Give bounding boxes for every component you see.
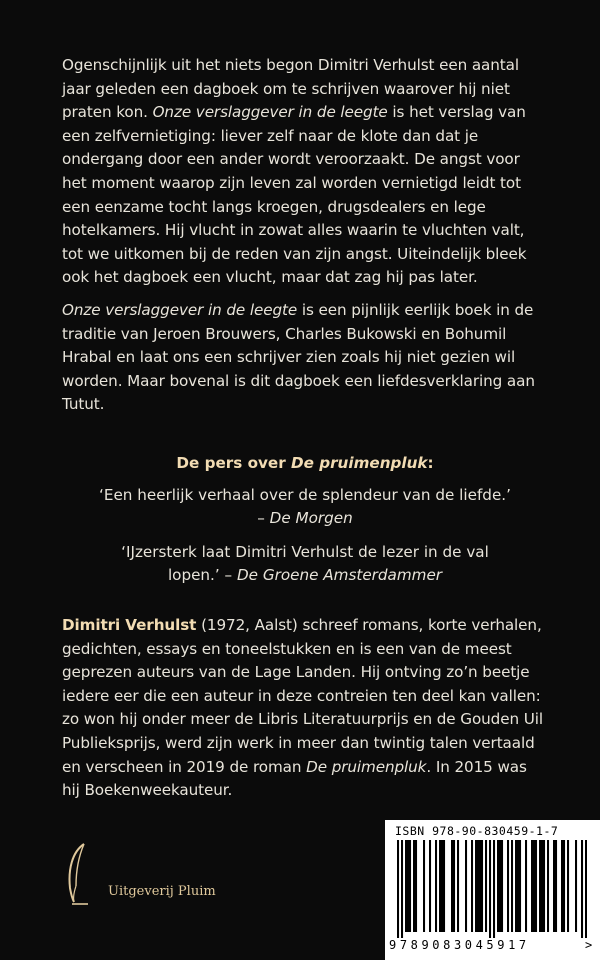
- barcode-bar: [541, 840, 543, 932]
- barcode-bar: [441, 840, 443, 932]
- barcode-bar: [581, 840, 583, 938]
- press-heading: [62, 452, 548, 476]
- barcode-bar: [501, 840, 503, 932]
- blurb-text: is een pijnlijk eerlijk boek in de traditie van Jeroen Brouwers, Charles Bukowski en Bohumil Hrabal en laat ons een schrijver zien zoals hij niet gezien wil worden. Maar bovenal is dit dagboek een liefdesverklaring aan Tutut.: [62, 300, 535, 414]
- bio-text: (1972, Aalst) schreef romans, korte verhalen, gedichten, essays en toneelstukken en is een van de meest geprezen auteurs van de Lage Landen. Hij ontving zo’n beetje iedere eer die een auteur in deze contreien ten deel kan vallen: zo won hij onder meer de Libris Literatuurprijs en de Gouden Uil Publieksprijs, werd zijn werk in meer dan twintig talen vertaald en verscheen in 2019 de roman: [62, 616, 543, 776]
- isbn-barcode: [385, 820, 600, 960]
- barcode-bar: [457, 840, 459, 932]
- barcode-bar: [479, 840, 481, 932]
- barcode-bar: [575, 840, 577, 932]
- barcode-bar: [439, 840, 441, 932]
- blurb-paragraph-1: [62, 54, 548, 290]
- barcode-bar: [525, 840, 527, 932]
- barcode-bar: [429, 840, 431, 932]
- barcode-bar: [397, 840, 399, 938]
- barcode-bar: [497, 840, 499, 932]
- barcode-bar: [453, 840, 455, 932]
- press-quote: [105, 541, 505, 588]
- isbn-label: ISBN 978-90-830459-1-7: [395, 824, 559, 838]
- quote-dash: –: [219, 566, 237, 585]
- quote-text: ‘IJzersterk laat Dimitri Verhulst de lezer in de val lopen.’: [121, 542, 489, 585]
- barcode-bar: [515, 840, 517, 932]
- barcode-bar: [539, 840, 541, 932]
- barcode-bar: [543, 840, 545, 932]
- barcode-bar: [547, 840, 549, 932]
- barcode-bar: [533, 840, 535, 932]
- barcode-bar: [405, 840, 407, 932]
- blurb-paragraph-2: [62, 299, 548, 417]
- barcode-bar: [585, 840, 587, 938]
- barcode-bar: [471, 840, 473, 932]
- barcode-bar: [423, 840, 425, 932]
- press-heading-prefix: De pers over: [176, 454, 291, 472]
- blurb-text: is het verslag van een zelfvernietiging: liever zelf naar de klote dan dat je ondergang door een ander wordt veroorzaakt. De angst voor het moment waarop zijn leven zal worden vernietigd leidt tot een eenzame tocht langs kroegen, drugsdealers en lege hotelkamers. Hij vlucht in zowat alles waarin te vluchten valt, tot we uitkomen bij de reden van zijn angst. Uiteindelijk bleek ook het dagboek een vlucht, maar dat zag hij pas later.: [62, 103, 527, 287]
- barcode-bar: [413, 840, 415, 932]
- barcode-bar: [489, 840, 491, 938]
- publisher-name: Uitgeverij Pluim: [108, 884, 216, 899]
- quote-source: De Groene Amsterdammer: [236, 566, 443, 585]
- barcode-bar: [481, 840, 483, 932]
- barcode-bar: [465, 840, 467, 932]
- barcode-bar: [507, 840, 509, 932]
- barcode-bar: [475, 840, 477, 932]
- barcode-bar: [567, 840, 569, 932]
- barcode-bar: [435, 840, 437, 932]
- barcode-bar: [451, 840, 453, 932]
- barcode-bar: [563, 840, 565, 932]
- barcode-bar: [409, 840, 411, 932]
- barcode-bar: [553, 840, 555, 932]
- barcode-bar: [485, 840, 487, 932]
- press-heading-title: De pruimenpluk: [291, 454, 428, 472]
- barcode-bar: [493, 840, 495, 938]
- back-cover-blurb: [62, 54, 548, 426]
- barcode-bar: [555, 840, 557, 932]
- barcode-bar: [415, 840, 417, 932]
- barcode-bar: [561, 840, 563, 932]
- barcode-bars: [397, 840, 587, 938]
- press-quote: [62, 484, 548, 531]
- book-title-italic: Onze verslaggever in de leegte: [62, 300, 298, 319]
- quote-text: ‘Een heerlijk verhaal over de splendeur van de liefde.’: [99, 485, 511, 504]
- press-quotes: [62, 452, 548, 598]
- quote-dash: –: [257, 509, 270, 528]
- barcode-bar: [407, 840, 409, 932]
- blurb-text: Ogenschijnlijk uit het niets begon Dimitri Verhulst een aantal jaar geleden een dagboek om te schrijven waarover hij niet praten kon.: [62, 56, 519, 122]
- barcode-bar: [517, 840, 519, 932]
- barcode-bar: [443, 840, 445, 932]
- quote-source: De Morgen: [269, 509, 353, 528]
- quill-feather-icon: [62, 842, 92, 906]
- barcode-bar: [499, 840, 501, 932]
- author-bio: [62, 614, 548, 803]
- barcode-bar: [477, 840, 479, 932]
- book-title-italic: Onze verslaggever in de leegte: [152, 103, 388, 122]
- barcode-bar: [401, 840, 403, 938]
- bio-book-title: De pruimenpluk: [306, 757, 427, 776]
- barcode-bar: [531, 840, 533, 932]
- bio-text: . In 2015 was hij Boekenweekauteur.: [62, 757, 527, 800]
- press-heading-suffix: :: [427, 454, 434, 472]
- barcode-bar: [519, 840, 521, 932]
- author-name: Dimitri Verhulst: [62, 616, 197, 634]
- barcode-bar: [535, 840, 537, 932]
- barcode-digits: 9789083045917: [389, 938, 530, 952]
- barcode-bar: [511, 840, 513, 932]
- barcode-arrow: >: [585, 938, 593, 952]
